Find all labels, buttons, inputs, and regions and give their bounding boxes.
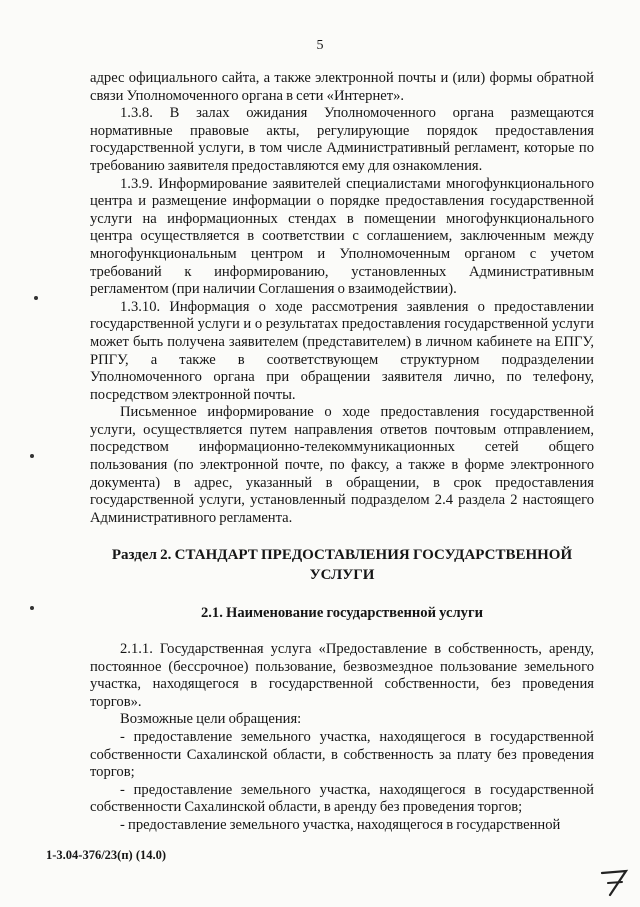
document-body [90, 70, 594, 835]
scan-speck [30, 606, 34, 610]
list-item-goal-3: - предоставление земельного участка, находящегося в государственной [120, 816, 561, 833]
paragraph-1-3-10: 1.3.10. Информация о ходе рассмотрения заявления о предоставлении государственной услуги и о результатах предоставления государственной услуги может быть получена заявителем (представителем) в личном кабинете на ЕПГУ, РПГУ, а также в соответствующем структурном подразделении Уполномоченного органа при обращении заявителя лично, по телефону, посредством электронной почты. [90, 298, 594, 403]
scan-speck [30, 454, 34, 458]
section-2-heading: Раздел 2. СТАНДАРТ ПРЕДОСТАВЛЕНИЯ ГОСУДАРСТВЕННОЙ УСЛУГИ [111, 547, 573, 584]
paragraph: адрес официального сайта, а также электронной почты и (или) формы обратной связи Уполномоченного органа в сети «Интернет». [90, 70, 594, 104]
paragraph-1-3-8: 1.3.8. В залах ожидания Уполномоченного органа размещаются нормативные правовые акты, регулирующие порядок предоставления государственной услуги, в том числе Административный регламент, которые по требованию заявителя предоставляются ему для ознакомления. [90, 105, 594, 174]
handwritten-page-mark [598, 865, 632, 904]
paragraph-goals-intro: Возможные цели обращения: [120, 711, 302, 728]
footer-document-code: 1-3.04-376/23(п) (14.0) [46, 848, 167, 862]
list-item-goal-1: - предоставление земельного участка, находящегося в государственной собственности Сахалинской области, в собственность за плату без проведения торгов; [90, 729, 594, 781]
paragraph-1-3-9: 1.3.9. Информирование заявителей специалистами многофункционального центра и размещение информации о порядке предоставления государственной услуги на информационных стендах в помещении многофункционального центра осуществляется в соответствии с соглашением, заключенным между многофункциональным центром и Уполномоченным органом с учетом требований к информированию, установленных Административным регламентом (при наличии Соглашения о взаимодействии). [90, 175, 594, 298]
paragraph-2-1-1: 2.1.1. Государственная услуга «Предоставление в собственность, аренду, постоянное (бессрочное) пользование, безвозмездное пользование земельного участка, находящегося в государственной собственности, без проведения торгов». [90, 641, 594, 710]
scan-speck [34, 296, 38, 300]
page-number: 5 [316, 38, 324, 53]
subsection-2-1-heading: 2.1. Наименование государственной услуги [200, 605, 483, 622]
list-item-goal-2: - предоставление земельного участка, находящегося в государственной собственности Сахалинской области, в аренду без проведения торгов; [90, 781, 594, 816]
paragraph-written-info: Письменное информирование о ходе предоставления государственной услуги, осуществляется путем направления ответов почтовым отправлением, посредством информационно-телекоммуникационных сетей общего пользования (по электронной почте, по факсу, а также в форме электронного документа) в адрес, указанный в обращении, в срок предоставления государственной услуги, установленный подразделом 2.4 раздела 2 настоящего Административного регламента. [90, 404, 594, 526]
